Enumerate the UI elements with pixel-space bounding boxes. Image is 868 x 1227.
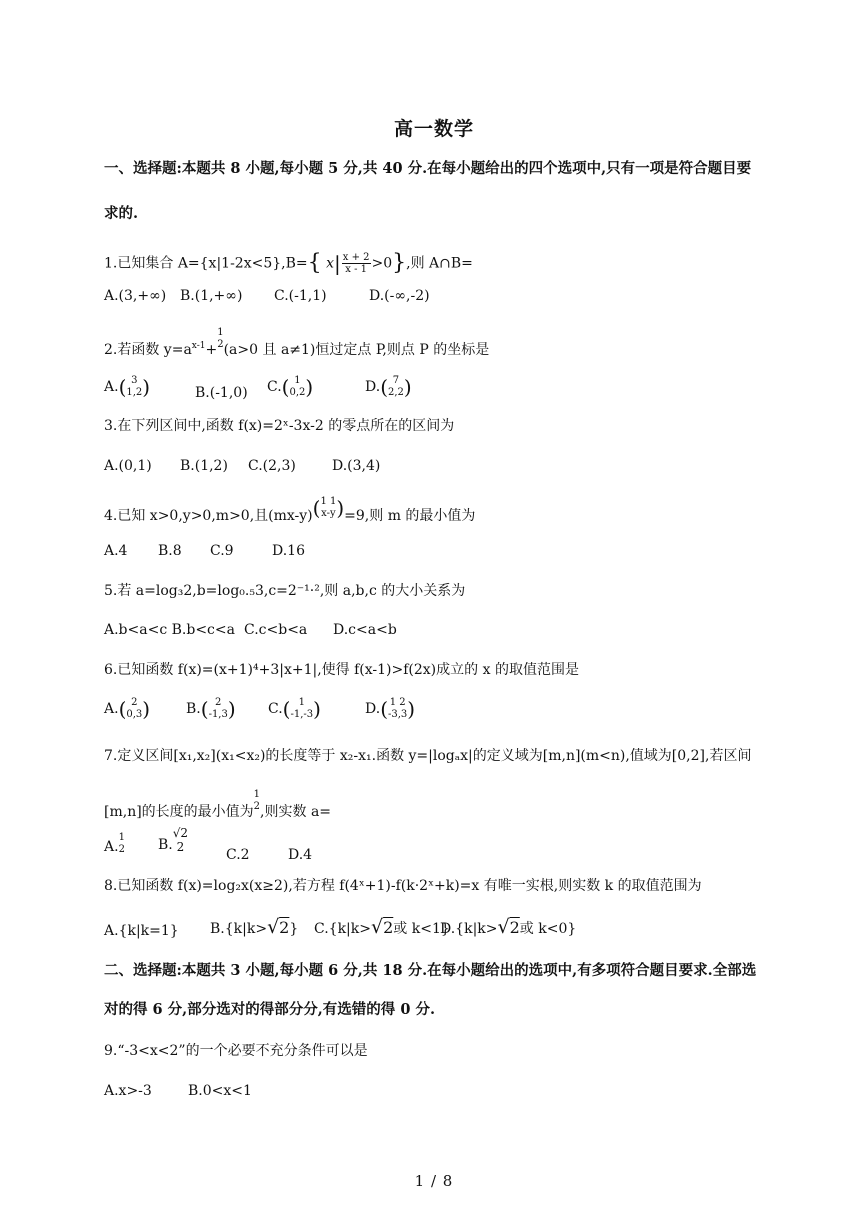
q1-fraction: [342, 252, 371, 275]
question-1: 1.已知集合 A={x|1-2x<5},B={ x| $\frac{x + 2}{x - 1}$ >0},则 A∩B=: [104, 250, 473, 276]
section1-heading-line1: 一、选择题:本题共 8 小题,每小题 5 分,共 40 分.在每小题给出的四个选项中,只有一项是符合题目要: [104, 160, 752, 177]
question-9: 9.“-3<x<2”的一个必要不充分条件可以是: [104, 1043, 368, 1059]
q2-half-num: 1: [217, 327, 224, 338]
question-6: 6.已知函数 f(x)=(x+1)⁴+3|x+1|,使得 f(x-1)>f(2x)成立的 x 的取值范围是: [104, 662, 579, 678]
question-4: 4.已知 x>0,y>0,m>0,且(mx-y)( 1 1 x-y )=9,则 m 的最小值为: [104, 496, 476, 524]
q2-text-a: 2.若函数 y=a: [104, 342, 192, 358]
q4-option-c: C.9: [210, 543, 234, 559]
q4-text-b: =9,则 m 的最小值为: [344, 508, 476, 524]
q2-option-a: A.( 3 1,2 ): [104, 375, 151, 399]
q6-optD-top: 1 2: [389, 697, 406, 708]
q8-optC-sqrt-num: 2: [383, 918, 394, 937]
q5-option-ab: A.b<a<c B.b<c<a: [104, 622, 235, 638]
q1-option-c: C.(-1,1): [274, 288, 327, 304]
q2-optA-bot: 1,2: [126, 387, 143, 398]
q2-optC-label: C.: [267, 379, 282, 395]
q6-option-c: C.( 1 -1,-3 ): [268, 697, 321, 721]
question-8: 8.已知函数 f(x)=log₂x(x≥2),若方程 f(4ˣ+1)-f(k·2ˣ+k)=x 有唯一实根,则实数 k 的取值范围为: [104, 878, 702, 894]
q2-option-c: C.( 1 0,2 ): [267, 375, 314, 399]
q6-optB-label: B.: [186, 701, 201, 717]
q7-option-d: D.4: [288, 847, 313, 863]
q9-option-a: A.x>-3: [104, 1083, 152, 1099]
q7-optB-label: B.: [158, 837, 173, 853]
q2-exponent: x-1: [191, 341, 206, 351]
q6-optC-label: C.: [268, 701, 283, 717]
question-2: [104, 327, 490, 362]
q4-paren-top: 1 1: [320, 496, 337, 507]
q2-optA-label: A.: [104, 379, 119, 395]
q4-option-d: D.16: [272, 543, 305, 559]
q3-option-a: A.(0,1): [104, 458, 152, 474]
sqrt-icon: √: [370, 916, 384, 938]
q2-option-b: B.(-1,0): [195, 385, 248, 401]
q2-optA-top: 3: [131, 375, 138, 386]
q2-optC-bot: 0,2: [289, 387, 306, 398]
q1-option-d: D.(-∞,-2): [369, 288, 430, 304]
q7-option-a: [104, 832, 125, 856]
q8-optB-b: }: [289, 921, 299, 937]
q4-option-a: A.4: [104, 543, 128, 559]
q7-optA-top: 1: [118, 832, 125, 843]
q1-head: 1.已知集合: [104, 255, 174, 272]
q7-half-top: 1: [253, 789, 261, 800]
q2-optC-top: 1: [294, 375, 301, 386]
q7-optA-label: A.: [104, 839, 119, 855]
q9-option-b: B.0<x<1: [188, 1083, 252, 1099]
q2-text-b: (a>0 且 a≠1)恒过定点 P,则点 P 的坐标是: [223, 342, 490, 358]
q2-optD-bot: 2,2: [388, 387, 404, 398]
q8-optB-sqrt-num: 2: [279, 918, 290, 937]
q5-option-d: D.c<a<b: [333, 622, 397, 638]
section1-heading-line2: 求的.: [104, 205, 139, 222]
q6-optC-top: 1: [298, 697, 305, 708]
section2-heading-line2: 对的得 6 分,部分选对的得部分分,有选错的得 0 分.: [104, 1001, 436, 1018]
q1-frac-num: x + 2: [342, 252, 370, 263]
q6-optC-bot: -1,-3: [290, 709, 314, 720]
sqrt-icon: √: [267, 916, 280, 938]
q6-option-d: D.( 1 2 -3,3 ): [365, 697, 416, 721]
q8-option-a: A.{k|k=1}: [104, 923, 179, 939]
q1-setA: A={x|1-2x<5},B=: [177, 255, 308, 272]
q6-option-a: A.( 2 0,3 ): [104, 697, 151, 721]
q8-optB-a: B.{k|k>: [210, 921, 268, 937]
question-5: 5.若 a=log₃2,b=log₀.₅3,c=2⁻¹·²,则 a,b,c 的大小关系为: [104, 583, 466, 599]
q5-option-c: C.c<b<a: [244, 622, 308, 638]
q8-optD-b: 或 k<0}: [519, 921, 577, 937]
q3-option-c: C.(2,3): [248, 458, 296, 474]
q6-optD-bot: -3,3: [388, 709, 408, 720]
q6-optA-label: A.: [104, 701, 119, 717]
q8-option-d: [440, 918, 576, 938]
q8-optD-sqrt-num: 2: [509, 918, 520, 937]
question-7-line2: [104, 789, 332, 824]
q3-option-b: B.(1,2): [180, 458, 228, 474]
q8-optC-b: 或 k<1}: [393, 921, 450, 937]
q7-line2-b: ,则实数 a=: [260, 804, 332, 820]
question-3: 3.在下列区间中,函数 f(x)=2ˣ-3x-2 的零点所在的区间为: [104, 418, 455, 434]
q1-option-a: A.(3,+∞): [104, 288, 167, 304]
q6-optA-top: 2: [131, 697, 138, 708]
q2-optD-label: D.: [365, 379, 381, 395]
q8-option-c: [314, 918, 450, 938]
q8-optC-a: C.{k|k>: [314, 921, 371, 937]
q8-option-b: [210, 918, 298, 938]
q6-optD-label: D.: [365, 701, 381, 717]
q7-option-c: C.2: [226, 847, 250, 863]
q2-half-den: 2: [217, 339, 224, 350]
q2-plus: +: [205, 342, 218, 358]
q7-line2-a: [m,n]的长度的最小值为: [104, 804, 254, 820]
q7-half: [254, 789, 260, 813]
q1-option-b: B.(1,+∞): [180, 288, 243, 304]
page-number: 1 / 8: [414, 1172, 454, 1190]
q1-frac-den: x - 1: [345, 264, 367, 275]
q4-text-a: 4.已知 x>0,y>0,m>0,且(mx-y): [104, 508, 313, 524]
section2-heading-line1: 二、选择题:本题共 3 小题,每小题 6 分,共 18 分.在每小题给出的选项中,有多项符合题目要求.全部选: [104, 962, 757, 979]
q4-option-b: B.8: [158, 543, 182, 559]
q7-half-bot: 2: [253, 801, 261, 812]
q6-option-b: B.( 2 -1,3 ): [186, 697, 236, 721]
q4-paren-bot: x-y: [321, 508, 336, 519]
q6-optB-top: 2: [215, 697, 222, 708]
brace-open: {: [307, 250, 322, 276]
sqrt-icon: √: [497, 916, 510, 938]
q2-half: [217, 327, 223, 351]
brace-close: }: [392, 250, 407, 276]
q1-tail: ,则 A∩B=: [406, 255, 473, 272]
question-7-line1: 7.定义区间[x₁,x₂](x₁<x₂)的长度等于 x₂-x₁.函数 y=|logₐx|的定义域为[m,n](m<n),值域为[0,2],若区间: [104, 748, 752, 764]
q6-optA-bot: 0,3: [126, 709, 143, 720]
q7-optA-bot: 2: [118, 844, 125, 855]
page-title: 高一数学: [393, 118, 474, 140]
q3-option-d: D.(3,4): [332, 458, 381, 474]
q2-optD-top: 7: [392, 375, 400, 386]
q7-option-b: [158, 826, 188, 854]
q8-optD-a: D.{k|k>: [440, 921, 498, 937]
q6-optB-bot: -1,3: [208, 709, 228, 720]
q7-optB-bot: 2: [176, 840, 185, 854]
q7-optB-top: √2: [172, 826, 189, 840]
q2-option-d: D.( 7 2,2 ): [365, 375, 412, 399]
